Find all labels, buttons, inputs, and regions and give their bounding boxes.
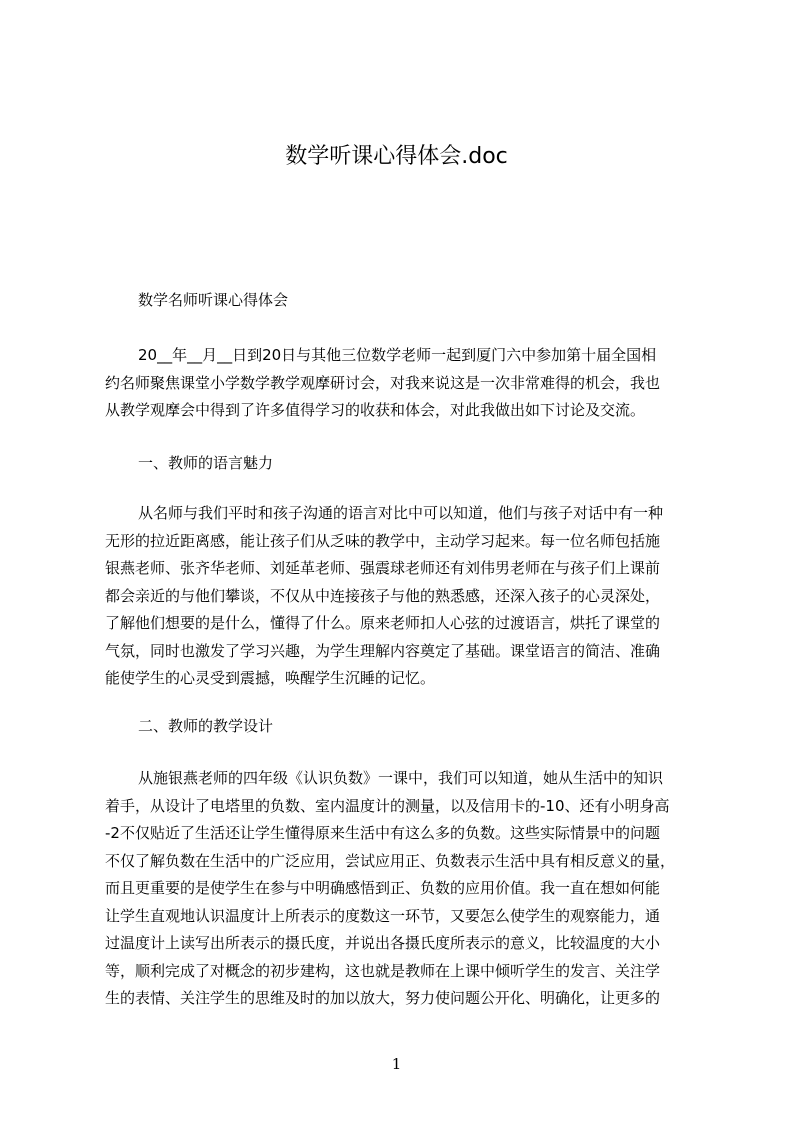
paragraph-line: 无形的拉近距离感，能让孩子们从乏味的教学中，主动学习起来。每一位名师包括施	[105, 531, 661, 550]
section-paragraph-design	[105, 765, 700, 1013]
paragraph-line: 都会亲近的与他们攀谈，不仅从中连接孩子与他的熟悉感，还深入孩子的心灵深处，	[105, 586, 661, 605]
section-paragraph-language	[105, 500, 700, 693]
paragraph-line: 着手，从设计了电塔里的负数、室内温度计的测量，以及信用卡的-10、还有小明身高	[105, 796, 670, 815]
paragraph-line: 从教学观摩会中得到了许多值得学习的收获和体会，对此我做出如下讨论及交流。	[105, 401, 646, 419]
paragraph-line: 了解他们想要的是什么，懂得了什么。原来老师扣人心弦的过渡语言，烘托了课堂的	[105, 614, 661, 632]
document-title: 数学听课心得体会.doc	[285, 144, 508, 169]
paragraph-line: 20__年__月__日到20日与其他三位数学老师一起到厦门六中参加第十届全国相	[138, 346, 657, 364]
paragraph-line: 让学生直观地认识温度计上所表示的度数这一环节，又要怎么使学生的观察能力，通	[105, 906, 661, 925]
paragraph-line: 从施银燕老师的四年级《认识负数》一课中，我们可以知道，她从生活中的知识	[138, 769, 664, 787]
paragraph-line: 过温度计上读写出所表示的摄氏度，并说出各摄氏度所表示的意义，比较温度的大小	[105, 934, 661, 952]
intro-paragraph	[105, 342, 700, 425]
paragraph-line: 从名师与我们平时和孩子沟通的语言对比中可以知道，他们与孩子对话中有一种	[138, 504, 664, 522]
paragraph-line: -2不仅贴近了生活还让学生懂得原来生活中有这么多的负数。这些实际情景中的问题	[105, 824, 660, 842]
section-heading-design: 二、教师的教学设计	[138, 717, 274, 735]
section-heading-language: 一、教师的语言魅力	[138, 454, 274, 472]
paragraph-line: 能使学生的心灵受到震撼，唤醒学生沉睡的记忆。	[105, 669, 436, 687]
paragraph-line: 气氛，同时也激发了学习兴趣，为学生理解内容奠定了基础。课堂语言的简洁、准确	[105, 641, 661, 660]
paragraph-line: 银燕老师、张齐华老师、刘延革老师、强震球老师还有刘伟男老师在与孩子们上课前	[105, 559, 661, 577]
paragraph-line: 而且更重要的是使学生在参与中明确感悟到正、负数的应用价值。我一直在想如何能	[105, 879, 661, 897]
paragraph-line: 约名师聚焦课堂小学数学教学观摩研讨会，对我来说这是一次非常难得的机会，我也	[105, 373, 661, 392]
paragraph-line: 等，顺利完成了对概念的初步建构，这也就是教师在上课中倾听学生的发言、关注学	[105, 961, 661, 980]
document-subtitle: 数学名师听课心得体会	[138, 291, 289, 309]
paragraph-line: 生的表情、关注学生的思维及时的加以放大，努力使问题公开化、明确化，让更多的	[105, 989, 661, 1007]
page-number: 1	[391, 1055, 402, 1073]
paragraph-line: 不仅了解负数在生活中的广泛应用，尝试应用正、负数表示生活中具有相反意义的量，	[105, 851, 676, 870]
